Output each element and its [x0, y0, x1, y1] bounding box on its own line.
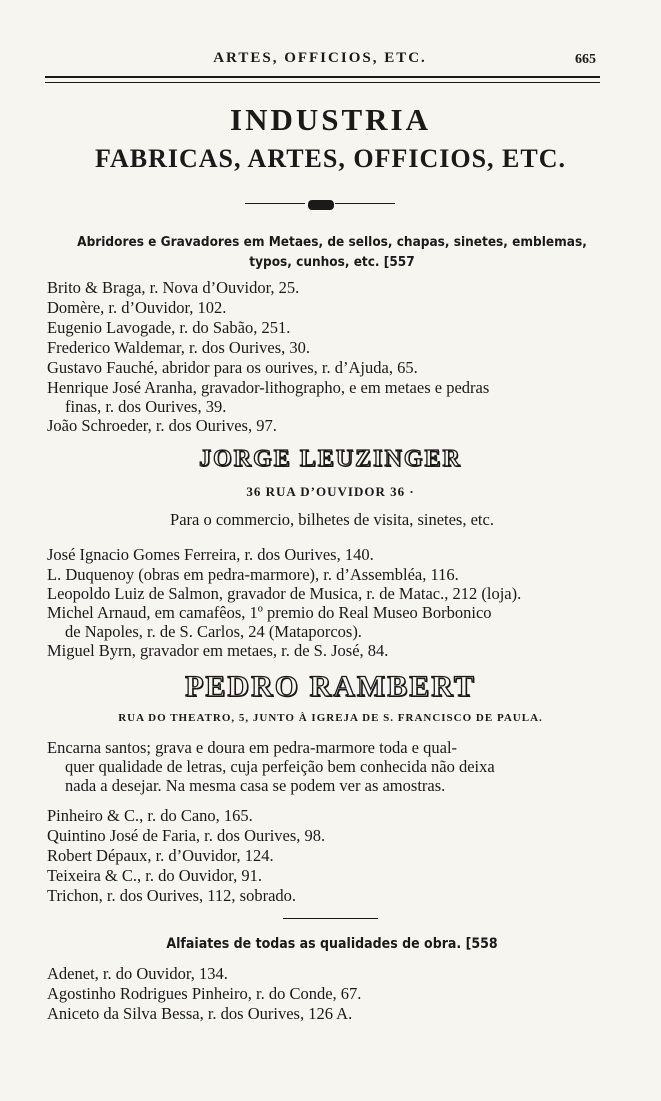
list-item: Gustavo Fauché, abridor para os ourives, r. d’Ajuda, 65.	[47, 358, 418, 377]
advert-address-rambert: RUA DO THEATRO, 5, JUNTO À IGREJA DE S. FRANCISCO DE PAULA.	[118, 712, 543, 724]
advert-name-leuzinger: JORGE LEUZINGER	[199, 446, 462, 472]
list-item: Miguel Byrn, gravador em metaes, r. de S. José, 84.	[47, 641, 389, 660]
category-heading-abridores: Abridores e Gravadores em Metaes, de sellos, chapas, sinetes, emblemas,	[77, 234, 587, 250]
list-item: Leopoldo Luiz de Salmon, gravador de Musica, r. de Matac., 212 (loja).	[47, 584, 522, 603]
advert-name-rambert: PEDRO RAMBERT	[185, 670, 476, 703]
list-item: Eugenio Lavogade, r. do Sabão, 251.	[47, 318, 291, 337]
ornament-divider	[245, 200, 395, 208]
list-item: Teixeira & C., r. do Ouvidor, 91.	[47, 866, 262, 885]
list-item: João Schroeder, r. dos Ourives, 97.	[47, 416, 277, 435]
list-item-continuation: finas, r. dos Ourives, 39.	[65, 397, 227, 416]
list-item: Domère, r. d’Ouvidor, 102.	[47, 298, 227, 317]
advert-description-leuzinger: Para o commercio, bilhetes de visita, sinetes, etc.	[170, 510, 494, 529]
list-item: Frederico Waldemar, r. dos Ourives, 30.	[47, 338, 311, 357]
advert-description-rambert: Encarna santos; grava e doura em pedra-marmore toda e qual-	[47, 738, 458, 757]
list-item: Brito & Braga, r. Nova d’Ouvidor, 25.	[47, 278, 300, 297]
running-head: ARTES, OFFICIOS, ETC.	[213, 50, 427, 66]
list-item: Aniceto da Silva Bessa, r. dos Ourives, 126 A.	[47, 1004, 353, 1023]
list-item: L. Duquenoy (obras em pedra-marmore), r. d’Assembléa, 116.	[47, 565, 459, 584]
list-item: Quintino José de Faria, r. dos Ourives, 98.	[47, 826, 326, 845]
category-heading-abridores-cont: typos, cunhos, etc. [557	[249, 254, 415, 270]
section-divider	[283, 918, 378, 919]
list-item: Henrique José Aranha, gravador-lithographo, e em metaes e pedras	[47, 378, 490, 397]
list-item: Robert Dépaux, r. d’Ouvidor, 124.	[47, 846, 274, 865]
list-item: José Ignacio Gomes Ferreira, r. dos Ourives, 140.	[47, 545, 374, 564]
list-item: Trichon, r. dos Ourives, 112, sobrado.	[47, 886, 297, 905]
list-item: Pinheiro & C., r. do Cano, 165.	[47, 806, 253, 825]
page-number: 665	[575, 52, 596, 67]
header-rule	[45, 76, 600, 83]
list-item: Adenet, r. do Ouvidor, 134.	[47, 964, 228, 983]
list-item: Agostinho Rodrigues Pinheiro, r. do Conde, 67.	[47, 984, 362, 1003]
advert-description-rambert-cont: quer qualidade de letras, cuja perfeição bem conhecida não deixa	[65, 757, 495, 776]
list-item: Michel Arnaud, em camafêos, 1º premio do Real Museo Borbonico	[47, 603, 492, 622]
advert-address-leuzinger: 36 RUA D’OUVIDOR 36 ·	[246, 484, 415, 499]
advert-description-rambert-cont: nada a desejar. Na mesma casa se podem ver as amostras.	[65, 776, 446, 795]
category-heading-alfaiates: Alfaiates de todas as qualidades de obra. [558	[166, 936, 498, 952]
list-item-continuation: de Napoles, r. de S. Carlos, 24 (Mataporcos).	[65, 622, 362, 641]
section-title: INDUSTRIA	[230, 102, 431, 137]
section-subtitle: FABRICAS, ARTES, OFFICIOS, ETC.	[95, 144, 566, 173]
